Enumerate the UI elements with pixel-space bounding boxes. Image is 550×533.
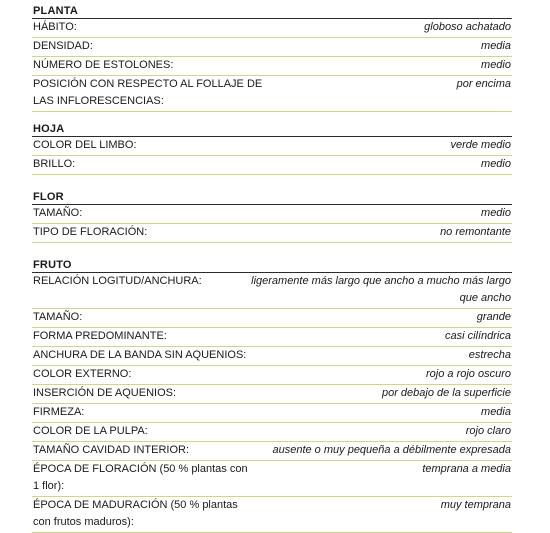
section-title-planta: PLANTA — [32, 5, 512, 19]
row-label: TAMAÑO CAVIDAD INTERIOR: — [33, 444, 190, 456]
row-color-externo — [32, 366, 512, 385]
row-label: INSERCIÓN DE AQUENIOS: — [33, 387, 177, 399]
row-label: TAMAÑO: — [33, 311, 83, 323]
row-forma-predominante — [32, 328, 512, 347]
row-value: medio — [481, 59, 511, 71]
row-numero-estolones — [32, 57, 512, 76]
row-value: muy temprana — [440, 499, 511, 511]
section-planta — [32, 5, 512, 112]
row-label: RELACIÓN LOGITUD/ANCHURA: — [33, 275, 202, 287]
row-label: FORMA PREDOMINANTE: — [33, 330, 167, 342]
row-value: ausente o muy pequeña a débilmente expresada — [272, 444, 511, 456]
row-value: ligeramente más largo que ancho a mucho más largo que ancho — [251, 275, 511, 304]
row-value: globoso achatado — [424, 21, 511, 33]
row-value: grande — [476, 311, 511, 323]
row-value: rojo claro — [465, 425, 511, 437]
row-label: ÉPOCA DE FLORACIÓN (50 % plantas con 1 flor): — [33, 463, 248, 492]
row-firmeza — [32, 404, 512, 423]
row-relacion-longitud-anchura — [32, 273, 512, 309]
row-anchura-banda — [32, 347, 512, 366]
row-label: COLOR DE LA PULPA: — [33, 425, 148, 437]
row-value: verde medio — [450, 139, 511, 151]
row-value: por debajo de la superficie — [381, 387, 511, 399]
row-label: NÚMERO DE ESTOLONES: — [33, 59, 174, 71]
row-posicion-follaje — [32, 76, 512, 112]
row-densidad — [32, 38, 512, 57]
row-label: TIPO DE FLORACIÓN: — [33, 226, 148, 238]
section-fruto — [32, 259, 512, 533]
row-color-pulpa — [32, 423, 512, 442]
row-label: FIRMEZA: — [33, 406, 85, 418]
row-label: TAMAÑO: — [33, 207, 83, 219]
row-value: por encima — [456, 78, 511, 90]
row-label: COLOR EXTERNO: — [33, 368, 132, 380]
row-brillo — [32, 156, 512, 175]
section-flor — [32, 191, 512, 243]
row-label: BRILLO: — [33, 158, 76, 170]
row-label: HÁBITO: — [33, 21, 77, 33]
row-tamano-fruto — [32, 309, 512, 328]
row-value: media — [481, 406, 511, 418]
section-title-fruto: FRUTO — [32, 259, 512, 273]
section-title-hoja: HOJA — [32, 123, 512, 137]
row-habito — [32, 19, 512, 38]
row-value: rojo a rojo oscuro — [426, 368, 511, 380]
section-hoja — [32, 123, 512, 175]
row-value: media — [481, 40, 511, 52]
row-insercion-aquenios — [32, 385, 512, 404]
row-value: medio — [481, 158, 511, 170]
section-title-flor: FLOR — [32, 191, 512, 205]
row-color-limbo — [32, 137, 512, 156]
row-label: ÉPOCA DE MADURACIÓN (50 % plantas con frutos maduros): — [33, 499, 238, 528]
row-tipo-floracion — [32, 224, 512, 243]
row-value: estrecha — [468, 349, 511, 361]
row-label: POSICIÓN CON RESPECTO AL FOLLAJE DE LAS INFLORESCENCIAS: — [33, 78, 263, 107]
row-tamano-flor — [32, 205, 512, 224]
row-value: casi cilíndrica — [444, 330, 511, 342]
row-label: COLOR DEL LIMBO: — [33, 139, 137, 151]
row-label: DENSIDAD: — [33, 40, 93, 52]
row-value: temprana a media — [422, 463, 511, 475]
row-epoca-floracion — [32, 461, 512, 497]
row-label: ANCHURA DE LA BANDA SIN AQUENIOS: — [33, 349, 247, 361]
row-value: medio — [481, 207, 511, 219]
row-tamano-cavidad — [32, 442, 512, 461]
row-value: no remontante — [440, 226, 511, 238]
